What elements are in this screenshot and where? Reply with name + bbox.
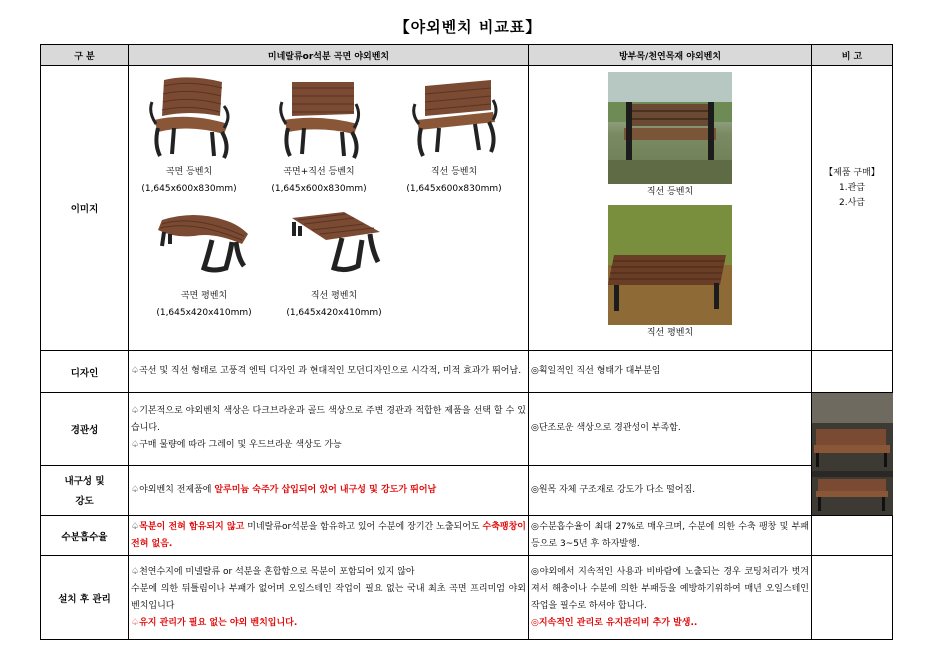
maintenance-wood-line-1: ◎야외에서 지속적인 사용과 비바람에 노출되는 경우 코팅처리가 벗겨져서 해충이나 수분에 의한 부패등을 예방하기위하여 매년 오일스테인 작업을 필수로 하셔야 합니다. [531,566,809,611]
design-mineral-text: ♤곡선 및 직선 형태로 고풍격 엔틱 디자인 과 현대적인 모던디자인으로 시각적, 미적 효과가 뛰어남. [131,366,522,376]
bench-size: (1,645x420x410mm) [156,308,252,318]
header-mineral: 미네랄류or석분 곡면 야외벤치 [129,45,529,66]
bench-size: (1,645x600x830mm) [141,184,237,194]
durability-label-1: 내구성 및 [64,476,105,488]
bench-size: (1,645x600x830mm) [271,184,367,194]
note-item-2: 2.사급 [839,198,865,208]
water-mineral-prefix: ♤ [131,521,140,532]
durability-label-2: 강도 [75,496,94,508]
note-title: 【제품 구매】 [824,168,880,178]
bench-curved-straight-back-icon [274,72,364,160]
bench-curved-flat-icon [154,206,254,286]
row-label-image: 이미지 [41,66,129,351]
bench-name: 직선 등벤치 [430,167,478,177]
durability-row [41,465,893,515]
design-row [41,351,893,393]
bench-name: 직선 평벤치 [310,291,358,301]
wood-bench-name: 직선 등벤치 [646,187,694,197]
bench-item [389,72,519,198]
bench-item [254,72,384,198]
durability-mineral-text [129,480,528,501]
view-row [41,393,893,466]
wood-bench-flat-photo [608,205,732,325]
durability-wood-text: ◎원목 자체 구조재로 강도가 다소 떨어짐. [531,484,696,495]
maintenance-note-cell [812,556,893,640]
row-label-view: 경관성 [41,393,129,466]
header-row [41,45,893,66]
maintenance-row [41,556,893,640]
row-label-water: 수분흡수율 [41,516,129,556]
water-row [41,516,893,556]
bench-name: 곡면+직선 등벤치 [283,167,355,177]
maintenance-mineral-line-2: 수분에 의한 뒤틀림이나 부패가 없어며 오일스테인 작업이 필요 없는 국내 최초 곡면 프리미엄 야외 벤치입니다 [131,583,526,611]
side-photo-cell [812,393,893,516]
mineral-image-cell [129,66,529,351]
note-item-1: 1.관급 [839,183,865,193]
bench-straight-flat-icon [284,206,384,286]
bench-straight-back-icon [409,72,499,160]
wood-bench-back-photo [608,72,732,184]
water-mineral-emphasis-2: 수축팽창이 전혀 없음. [131,521,526,549]
bench-size: (1,645x600x830mm) [406,184,502,194]
row-label-durability [41,465,129,515]
view-wood-text: ◎단조로운 색상으로 경관성이 부족함. [531,423,681,434]
wood-image-cell [529,66,812,351]
bench-curved-back-icon [144,72,234,160]
header-wood: 방부목/천연목재 야외벤치 [529,45,812,66]
durability-mineral-prefix: ♤야외벤치 전제품에 [131,484,215,495]
header-note: 비 고 [812,45,893,66]
maintenance-mineral-emphasis: ♤유지 관리가 필요 없는 야외 벤치입니다. [131,617,298,628]
wood-bench-flat-icon [608,205,732,325]
maintenance-mineral-line-1: ♤천연수지에 미넬랄류 or 석분을 혼합함으로 목분이 포함되어 있지 않아 [131,566,415,577]
water-note-cell [812,516,893,556]
design-wood-text: ◎획일적인 직선 형태가 대부분임 [531,366,661,376]
wood-bench-back-icon [608,72,732,184]
row-label-design: 디자인 [41,351,129,393]
maintenance-wood-emphasis: ◎지속적인 관리로 유지관리비 추가 발생.. [531,617,698,628]
note-cell [812,66,893,351]
row-label-maintenance: 설치 후 관리 [41,556,129,640]
bench-item [129,72,249,198]
view-mineral-text-1: ♤기본적으로 야외벤치 색상은 다크브라운과 골드 색상으로 주변 경관과 적합한 제품을 선택 할 수 있습니다. [131,406,526,434]
water-mineral-text [129,517,528,555]
comparison-table [40,44,893,640]
maintenance-wood-text [529,562,811,634]
wood-bench-name: 직선 평벤치 [646,328,694,338]
bench-name: 곡면 등벤치 [165,167,213,177]
bench-item [139,206,269,322]
bench-name: 곡면 평벤치 [180,291,228,301]
water-mineral-mid: 미네랄류or석분을 함유하고 있어 수분에 장기간 노출되어도 [244,521,483,532]
image-row [41,66,893,351]
water-wood-text: ◎수분흡수율이 최대 27%로 매우크며, 수분에 의한 수축 팽창 및 부패 등으로 3~5년 후 하자발행. [531,521,809,549]
durability-mineral-emphasis: 알루미늄 숙주가 삽입되어 있어 내구성 및 강도가 뛰어남 [214,484,437,495]
side-bench-icon [812,393,893,515]
page-title: 【야외벤치 비교표】 [394,18,542,36]
view-mineral-text-2: ♤구매 물량에 따라 그레이 및 우드브라운 색상도 가능 [131,440,342,451]
maintenance-mineral-text [129,562,528,634]
water-mineral-emphasis-1: 목분이 전혀 함유되지 않고 [139,521,245,532]
design-note-cell [812,351,893,393]
header-category: 구 분 [41,45,129,66]
bench-item [269,206,399,322]
bench-size: (1,645x420x410mm) [286,308,382,318]
side-bench-photo [812,393,893,515]
